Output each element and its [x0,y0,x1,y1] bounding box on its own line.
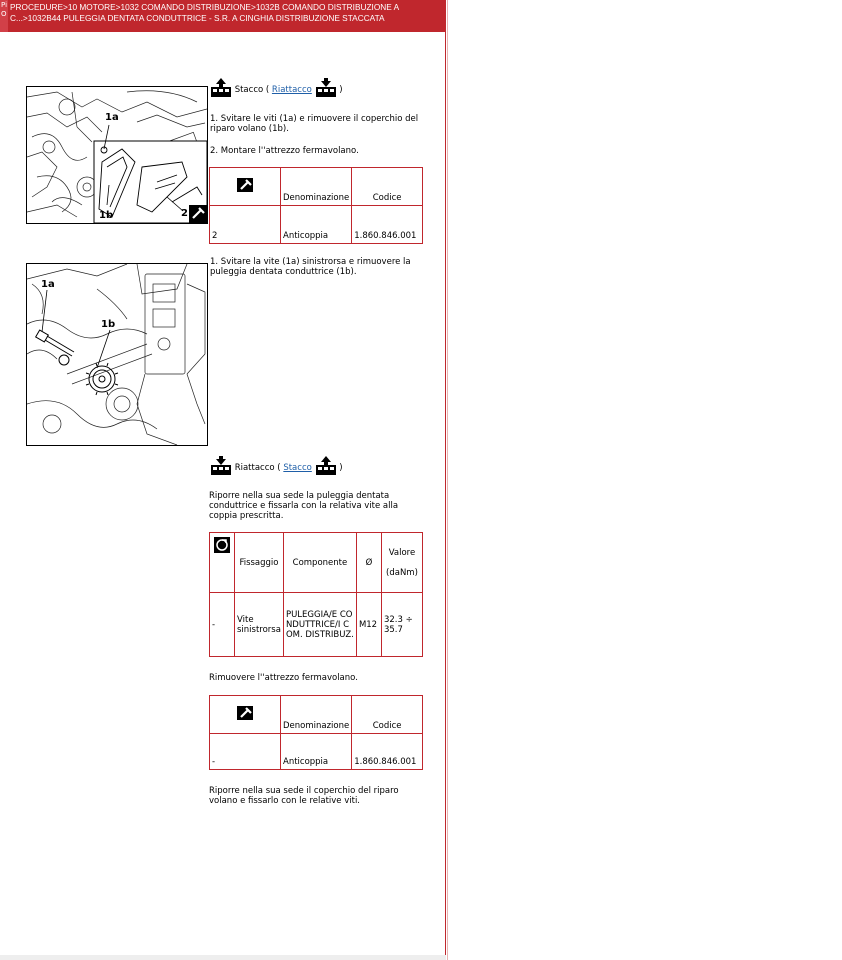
riattacco-icon [210,456,232,479]
torque-table-cell-valore: 32.3 ÷ 35.7 [381,593,422,657]
riattacco-link-icon[interactable] [315,78,337,101]
tool-table-1-cell-number: 2 [210,206,281,244]
figure-flywheel-cover [26,86,208,224]
stacco-heading-suffix: ) [339,85,343,95]
section2-step1: 1. Svitare la vite (1a) sinistrorsa e rimuovere la puleggia dentata conduttrice (1b). [210,257,411,277]
torque-table-header-unit: (daNm) [386,567,418,578]
torque-table-header-fissaggio: Fissaggio [235,533,284,593]
tool-table-2-header-denominazione: Denominazione [281,696,352,734]
tool-table-2-header-codice: Codice [352,696,423,734]
table-row [210,734,423,770]
figure2-label-1b: 1b [101,319,116,330]
tool-table-1-header-codice: Codice [352,168,423,206]
section1-step1: 1. Svitare le viti (1a) e rimuovere il coperchio del riparo volano (1b). [210,114,419,134]
tool-table-1-icon-cell [210,168,281,206]
torque-table-cell-componente: PULEGGIA/E CONDUTTRICE/I COM. DISTRIBUZ. [283,593,356,657]
stacco-heading-prefix: Stacco ( [234,85,270,95]
header-side-letters: Pi O [1,1,8,18]
figure1-label-2: 2 [181,208,188,219]
frame-divider [445,0,446,960]
tool-table-2-cell-number: - [210,734,281,770]
torque-table-header-diameter: Ø [356,533,381,593]
tool-table-2-cell-denominazione: Anticoppia [281,734,352,770]
torque-icon [214,537,230,553]
section3-para2: Rimuovere l''attrezzo fermavolano. [209,673,358,683]
engine-illustration-2 [27,264,207,445]
tool-table-1-cell-denominazione: Anticoppia [281,206,352,244]
tool-table-1-cell-codice: 1.860.846.001 [352,206,423,244]
table-row [210,593,423,657]
wrench-icon [237,178,253,192]
riattacco-link[interactable]: Riattacco [271,85,312,95]
tool-table-2-cell-codice: 1.860.846.001 [352,734,423,770]
torque-table-header-valore-label: Valore [388,547,416,558]
figure-drive-pulley [26,263,208,446]
riattacco-heading [210,456,343,478]
stacco-icon [210,78,232,101]
stacco-heading [210,78,343,100]
figure2-label-1a: 1a [41,279,55,290]
riattacco-heading-suffix: ) [339,463,343,473]
section3-para1: Riporre nella sua sede la puleggia dentata conduttrice e fissarla con la relativa vite alla coppia prescritta. [209,491,399,521]
riattacco-heading-prefix: Riattacco ( [234,463,281,473]
section3-para3: Riporre nella sua sede il coperchio del riparo volano e fissarlo con le relative viti. [209,786,399,806]
torque-table-header-valore [381,533,422,593]
frame-divider-shadow [447,0,448,960]
breadcrumb: PROCEDURE>10 MOTORE>1032 COMANDO DISTRIBUZIONE>1032B COMANDO DISTRIBUZIONE A C...>1032B44 PULEGGIA DENTATA CONDUTTRICE - S.R. A CINGHIA DISTRIBUZIONE STACCATA [10,2,399,23]
tool-table-1 [209,167,423,244]
engine-illustration-1 [27,87,207,223]
torque-table-cell-diameter: M12 [356,593,381,657]
torque-table-cell-fissaggio: Vite sinistrorsa [235,593,284,657]
tool-table-1-header-denominazione: Denominazione [281,168,352,206]
bottom-scrollbar[interactable] [0,955,446,960]
figure1-label-1a: 1a [105,112,119,123]
table-row [210,206,423,244]
header-side-tab[interactable] [0,0,8,32]
breadcrumb-bar [0,0,446,32]
section1-step2: 2. Montare l''attrezzo fermavolano. [210,146,359,156]
torque-table-icon-cell [210,533,235,593]
tool-table-2-icon-cell [210,696,281,734]
wrench-icon [237,706,253,720]
torque-table-header-componente: Componente [283,533,356,593]
torque-table [209,532,423,657]
tool-table-2 [209,695,423,770]
torque-table-cell-number: - [210,593,235,657]
stacco-link-icon[interactable] [315,456,337,479]
figure1-label-1b: 1b [99,210,114,221]
stacco-link[interactable]: Stacco [283,463,312,473]
